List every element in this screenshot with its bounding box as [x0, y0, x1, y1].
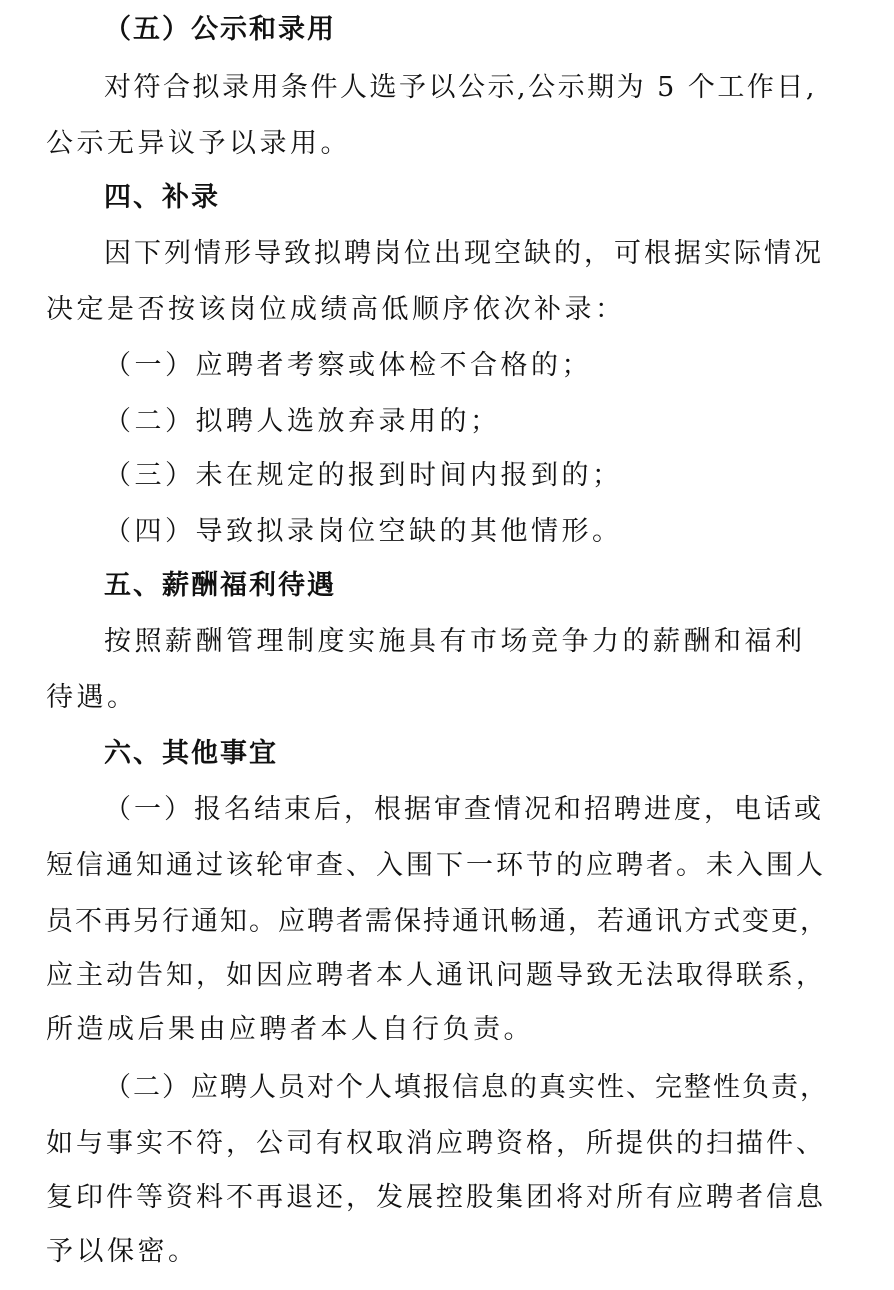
paragraph-line: 按照薪酬管理制度实施具有市场竞争力的薪酬和福利 — [104, 626, 806, 657]
heading-supplement: 四、补录 — [104, 182, 220, 213]
paragraph-line: 员不再另行通知。应聘者需保持通讯畅通，若通讯方式变更， — [46, 906, 829, 937]
paragraph-line: 应主动告知，如因应聘者本人通讯问题导致无法取得联系， — [46, 960, 826, 991]
paragraph-line: （二）应聘人员对个人填报信息的真实性、完整性负责， — [104, 1072, 829, 1103]
list-item: （三）未在规定的报到时间内报到的； — [104, 460, 623, 491]
list-item: （四）导致拟录岗位空缺的其他情形。 — [104, 516, 623, 547]
paragraph-line: 如与事实不符，公司有权取消应聘资格，所提供的扫描件、 — [46, 1128, 826, 1159]
paragraph-line: （一）报名结束后，根据审查情况和招聘进度，电话或 — [104, 794, 824, 825]
paragraph-line: 对符合拟录用条件人选予以公示,公示期为 5 个工作日, — [104, 72, 818, 103]
paragraph-line: 决定是否按该岗位成绩高低顺序依次补录： — [46, 294, 626, 325]
list-item: （一）应聘者考察或体检不合格的； — [104, 350, 592, 381]
list-item: （二）拟聘人选放弃录用的； — [104, 406, 501, 437]
paragraph-line: 因下列情形导致拟聘岗位出现空缺的，可根据实际情况 — [104, 238, 824, 269]
paragraph-line: 短信通知通过该轮审查、入围下一环节的应聘者。未入围人 — [46, 850, 826, 881]
paragraph-line: 公示无异议予以录用。 — [46, 128, 351, 159]
paragraph-line: 予以保密。 — [46, 1236, 199, 1267]
paragraph-line: 复印件等资料不再退还，发展控股集团将对所有应聘者信息 — [46, 1182, 826, 1213]
subheading-publicity: （五）公示和录用 — [104, 14, 336, 45]
paragraph-line: 所造成后果由应聘者本人自行负责。 — [46, 1014, 534, 1045]
paragraph-line: 待遇。 — [46, 682, 138, 713]
heading-other-matters: 六、其他事宜 — [104, 738, 278, 769]
heading-compensation: 五、薪酬福利待遇 — [104, 570, 336, 601]
